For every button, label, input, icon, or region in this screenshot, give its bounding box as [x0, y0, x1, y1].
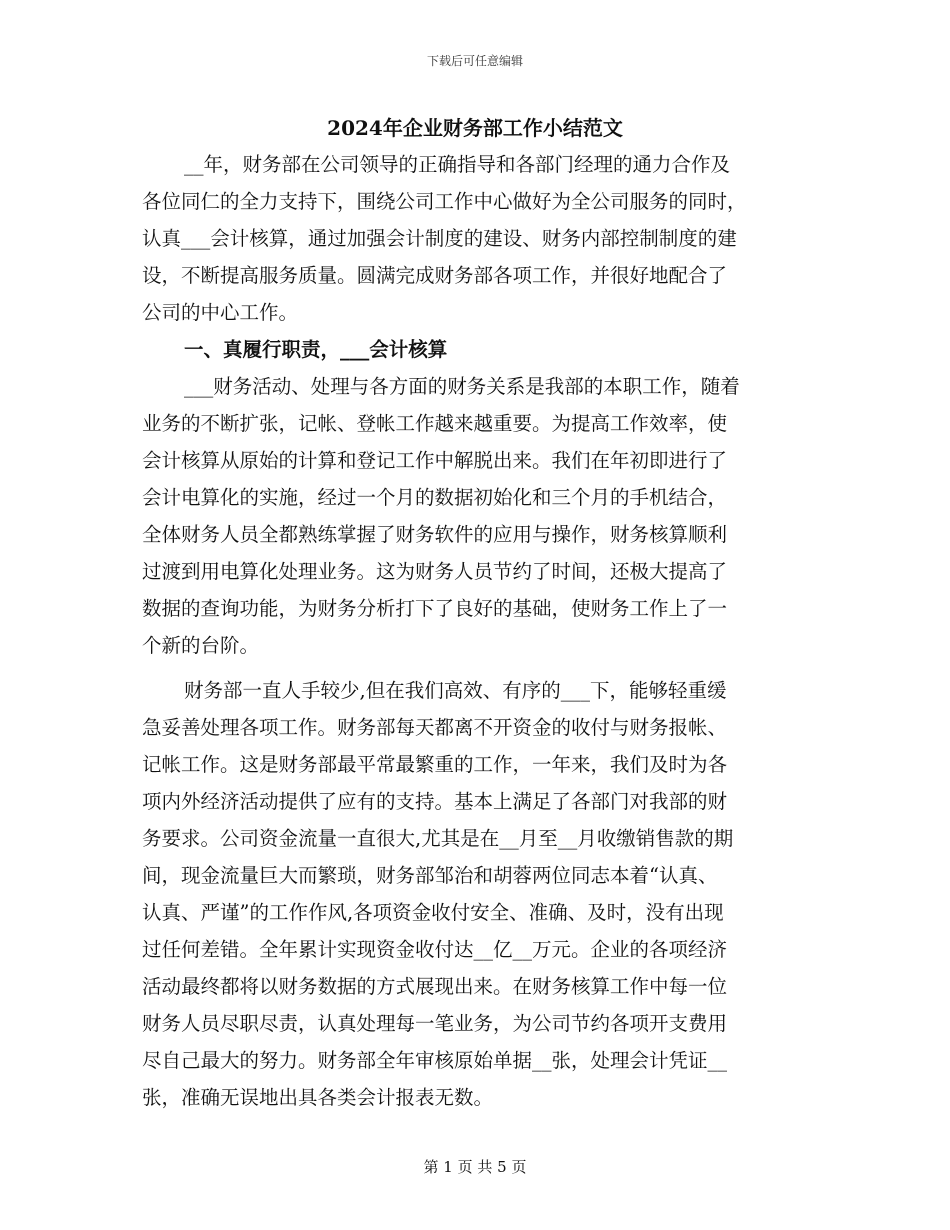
paragraph-3-line-7: 认真、严谨”的工作作风,各项资金收付安全、准确、及时，没有出现 — [142, 901, 724, 924]
paragraph-2-line-6: 过渡到用电算化处理业务。这为财务人员节约了时间，还极大提高了 — [142, 560, 728, 583]
paragraph-3-line-4: 项内外经济活动提供了应有的支持。基本上满足了各部门对我部的财 — [142, 790, 728, 813]
paragraph-2-line-2: 业务的不断扩张，记帐、登帐工作越来越重要。为提高工作效率，使 — [142, 412, 728, 435]
paragraph-1-line-2: 各位同仁的全力支持下，围绕公司工作中心做好为全公司服务的同时， — [142, 190, 747, 213]
section-heading-1: 一、真履行职责，___会计核算 — [184, 338, 448, 361]
document-body — [142, 146, 812, 1116]
paragraph-3-line-9: 活动最终都将以财务数据的方式展现出来。在财务核算工作中每一位 — [142, 975, 728, 998]
document-title: 2024年企业财务部工作小结范文 — [327, 116, 623, 140]
paragraph-2-line-5: 全体财务人员全都熟练掌握了财务软件的应用与操作，财务核算顺利 — [142, 523, 728, 546]
paragraph-3-line-11: 尽自己最大的努力。财务部全年审核原始单据__张，处理会计凭证__ — [142, 1049, 728, 1072]
paragraph-1-line-3: 认真___会计核算，通过加强会计制度的建设、财务内部控制制度的建 — [142, 227, 737, 250]
paragraph-3-line-2: 急妥善处理各项工作。财务部每天都离不开资金的收付与财务报帐、 — [142, 716, 728, 739]
paragraph-3-line-6: 间，现金流量巨大而繁琐，财务部邹治和胡蓉两位同志本着“认真、 — [142, 864, 718, 887]
paragraph-gap — [142, 664, 812, 672]
paragraph-1-line-5: 公司的中心工作。 — [142, 301, 299, 324]
paragraph-3-line-1: 财务部一直人手较少,但在我们高效、有序的___下，能够轻重缓 — [184, 679, 727, 702]
paragraph-3-line-8: 过任何差错。全年累计实现资金收付达__亿__万元。企业的各项经济 — [142, 938, 728, 961]
page-number-footer: 第 1 页 共 5 页 — [423, 1158, 527, 1176]
paragraph-2-line-8: 个新的台阶。 — [142, 634, 260, 657]
paragraph-3-line-5: 务要求。公司资金流量一直很大,尤其是在__月至__月收缴销售款的期 — [142, 827, 734, 850]
page-header: 下载后可任意编辑 — [426, 54, 523, 68]
paragraph-1-line-1: __年，财务部在公司领导的正确指导和各部门经理的通力合作及 — [184, 153, 731, 176]
paragraph-2-line-1: ___财务活动、处理与各方面的财务关系是我部的本职工作，随着 — [184, 375, 740, 398]
paragraph-3-line-3: 记帐工作。这是财务部最平常最繁重的工作，一年来，我们及时为各 — [142, 753, 728, 776]
paragraph-2-line-7: 数据的查询功能，为财务分析打下了良好的基础，使财务工作上了一 — [142, 597, 728, 620]
paragraph-3-line-12: 张，准确无误地出具各类会计报表无数。 — [142, 1086, 494, 1109]
paragraph-2-line-4: 会计电算化的实施，经过一个月的数据初始化和三个月的手机结合， — [142, 486, 728, 509]
paragraph-1-line-4: 设，不断提高服务质量。圆满完成财务部各项工作，并很好地配合了 — [142, 264, 728, 287]
paragraph-3-line-10: 财务人员尽职尽责，认真处理每一笔业务，为公司节约各项开支费用 — [142, 1012, 728, 1035]
paragraph-2-line-3: 会计核算从原始的计算和登记工作中解脱出来。我们在年初即进行了 — [142, 449, 728, 472]
